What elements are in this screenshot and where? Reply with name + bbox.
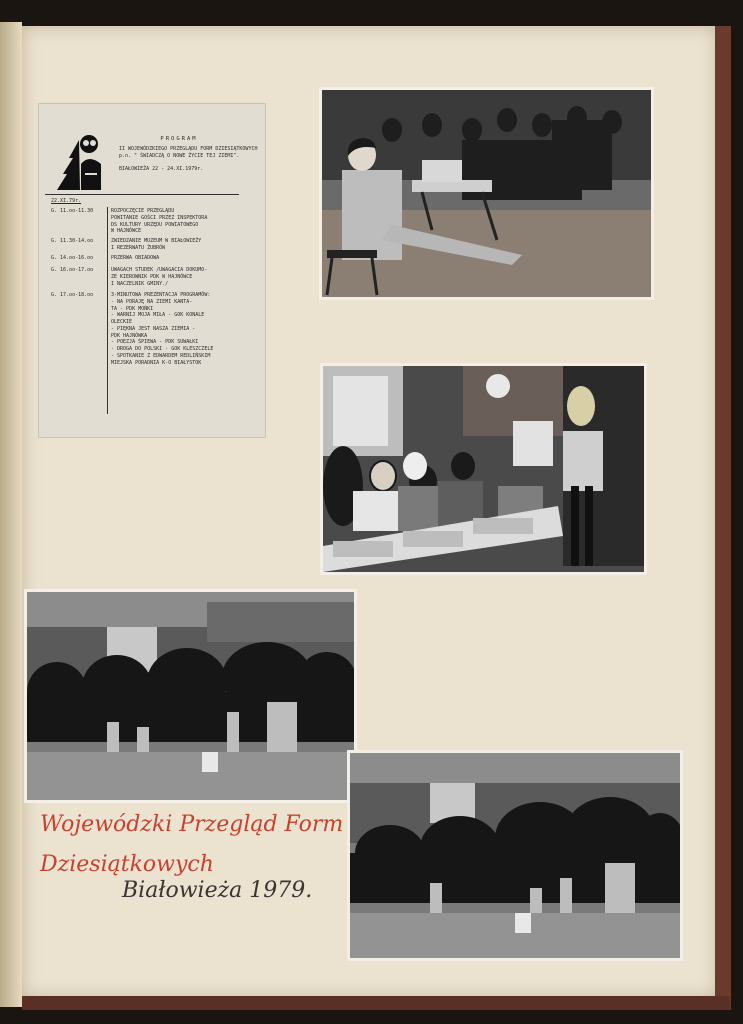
program-row-time: G. 11.30-14.oo — [51, 238, 94, 244]
caption-line-1: Wojewódzki Przegląd Form — [40, 812, 344, 837]
album-binding — [0, 22, 22, 1007]
festival-logo-icon — [53, 124, 107, 194]
caption-line-2: Dziesiątkowych — [40, 852, 214, 877]
photo-audience-hall — [24, 589, 357, 803]
program-divider — [45, 194, 239, 195]
program-row-desc: UWAGACH STUDEK /UWAGACIA DOKUMO- ZE KIEROWNIK PDK W HAJNÓWCE I NACZELNIK GMINY./ — [111, 267, 208, 287]
program-row-time: G. 17.oo-18.oo — [51, 292, 94, 298]
program-row-time: G. 16.oo-17.oo — [51, 267, 94, 273]
program-row-time: G. 11.oo-11.30 — [51, 208, 94, 214]
program-column-line — [107, 207, 108, 414]
photo-audience-hall-2 — [347, 750, 683, 961]
program-row-desc: 3-MINUTOWA PREZENTACJA PROGRAMÓW: - NA PORAJĘ NA ZIEMI KANTA- TA - PDK MOŃKI - WARNIJ MOJA MIŁA - GOK KONALE OLECKIE - PIĘKNA JEST NASZA ZIEMIA - PDK HAJNÓWKA - POEZJA ŚPIEWA - PDK SUWAŁKI - DROGA DO POLSKI - GOK KLESZCZELE - SPOTKANIE Z EDWARDEM REDLIŃSKIM MIEJSKA PORADNIA K-O BIAŁYSTOK — [111, 292, 214, 366]
photo-speaker-table — [319, 87, 654, 300]
program-date-header: 22.XI.79r. — [51, 198, 82, 204]
program-row-desc: ZWIEDZANIE MUZEUM W BIAŁOWIEŻY I REZERWATU ŻUBRÓW — [111, 238, 202, 251]
album-cover-edge — [715, 26, 731, 1010]
program-card — [38, 103, 266, 438]
program-row-desc: PRZERWA OBIADOWA — [111, 255, 160, 261]
program-row-time: G. 14.oo-16.oo — [51, 255, 94, 261]
program-place-date: BIAŁOWIEŻA 22 - 24.XI.1979r. — [119, 166, 204, 172]
program-title: PROGRAM — [160, 136, 198, 142]
caption-line-3: Białowieża 1979. — [122, 878, 313, 903]
album-bottom-edge — [22, 996, 730, 1010]
program-subtitle: II WOJEWÓDZKIEGO PRZEGLĄDU FORM DZIESIĄTKOWYCH p.n. " ŚWIADCZĄ O NOWE ŻYCIE TEJ ZIEMI". — [119, 146, 258, 159]
program-row-desc: ROZPOCZĘCIE PRZEGLĄDU POWITANIE GOŚCI PRZEZ INSPEKTORA DS KULTURY URZĘDU POWIATOWEGO W HAJNÓWCE — [111, 208, 208, 235]
photo-presentation-table — [320, 363, 647, 575]
